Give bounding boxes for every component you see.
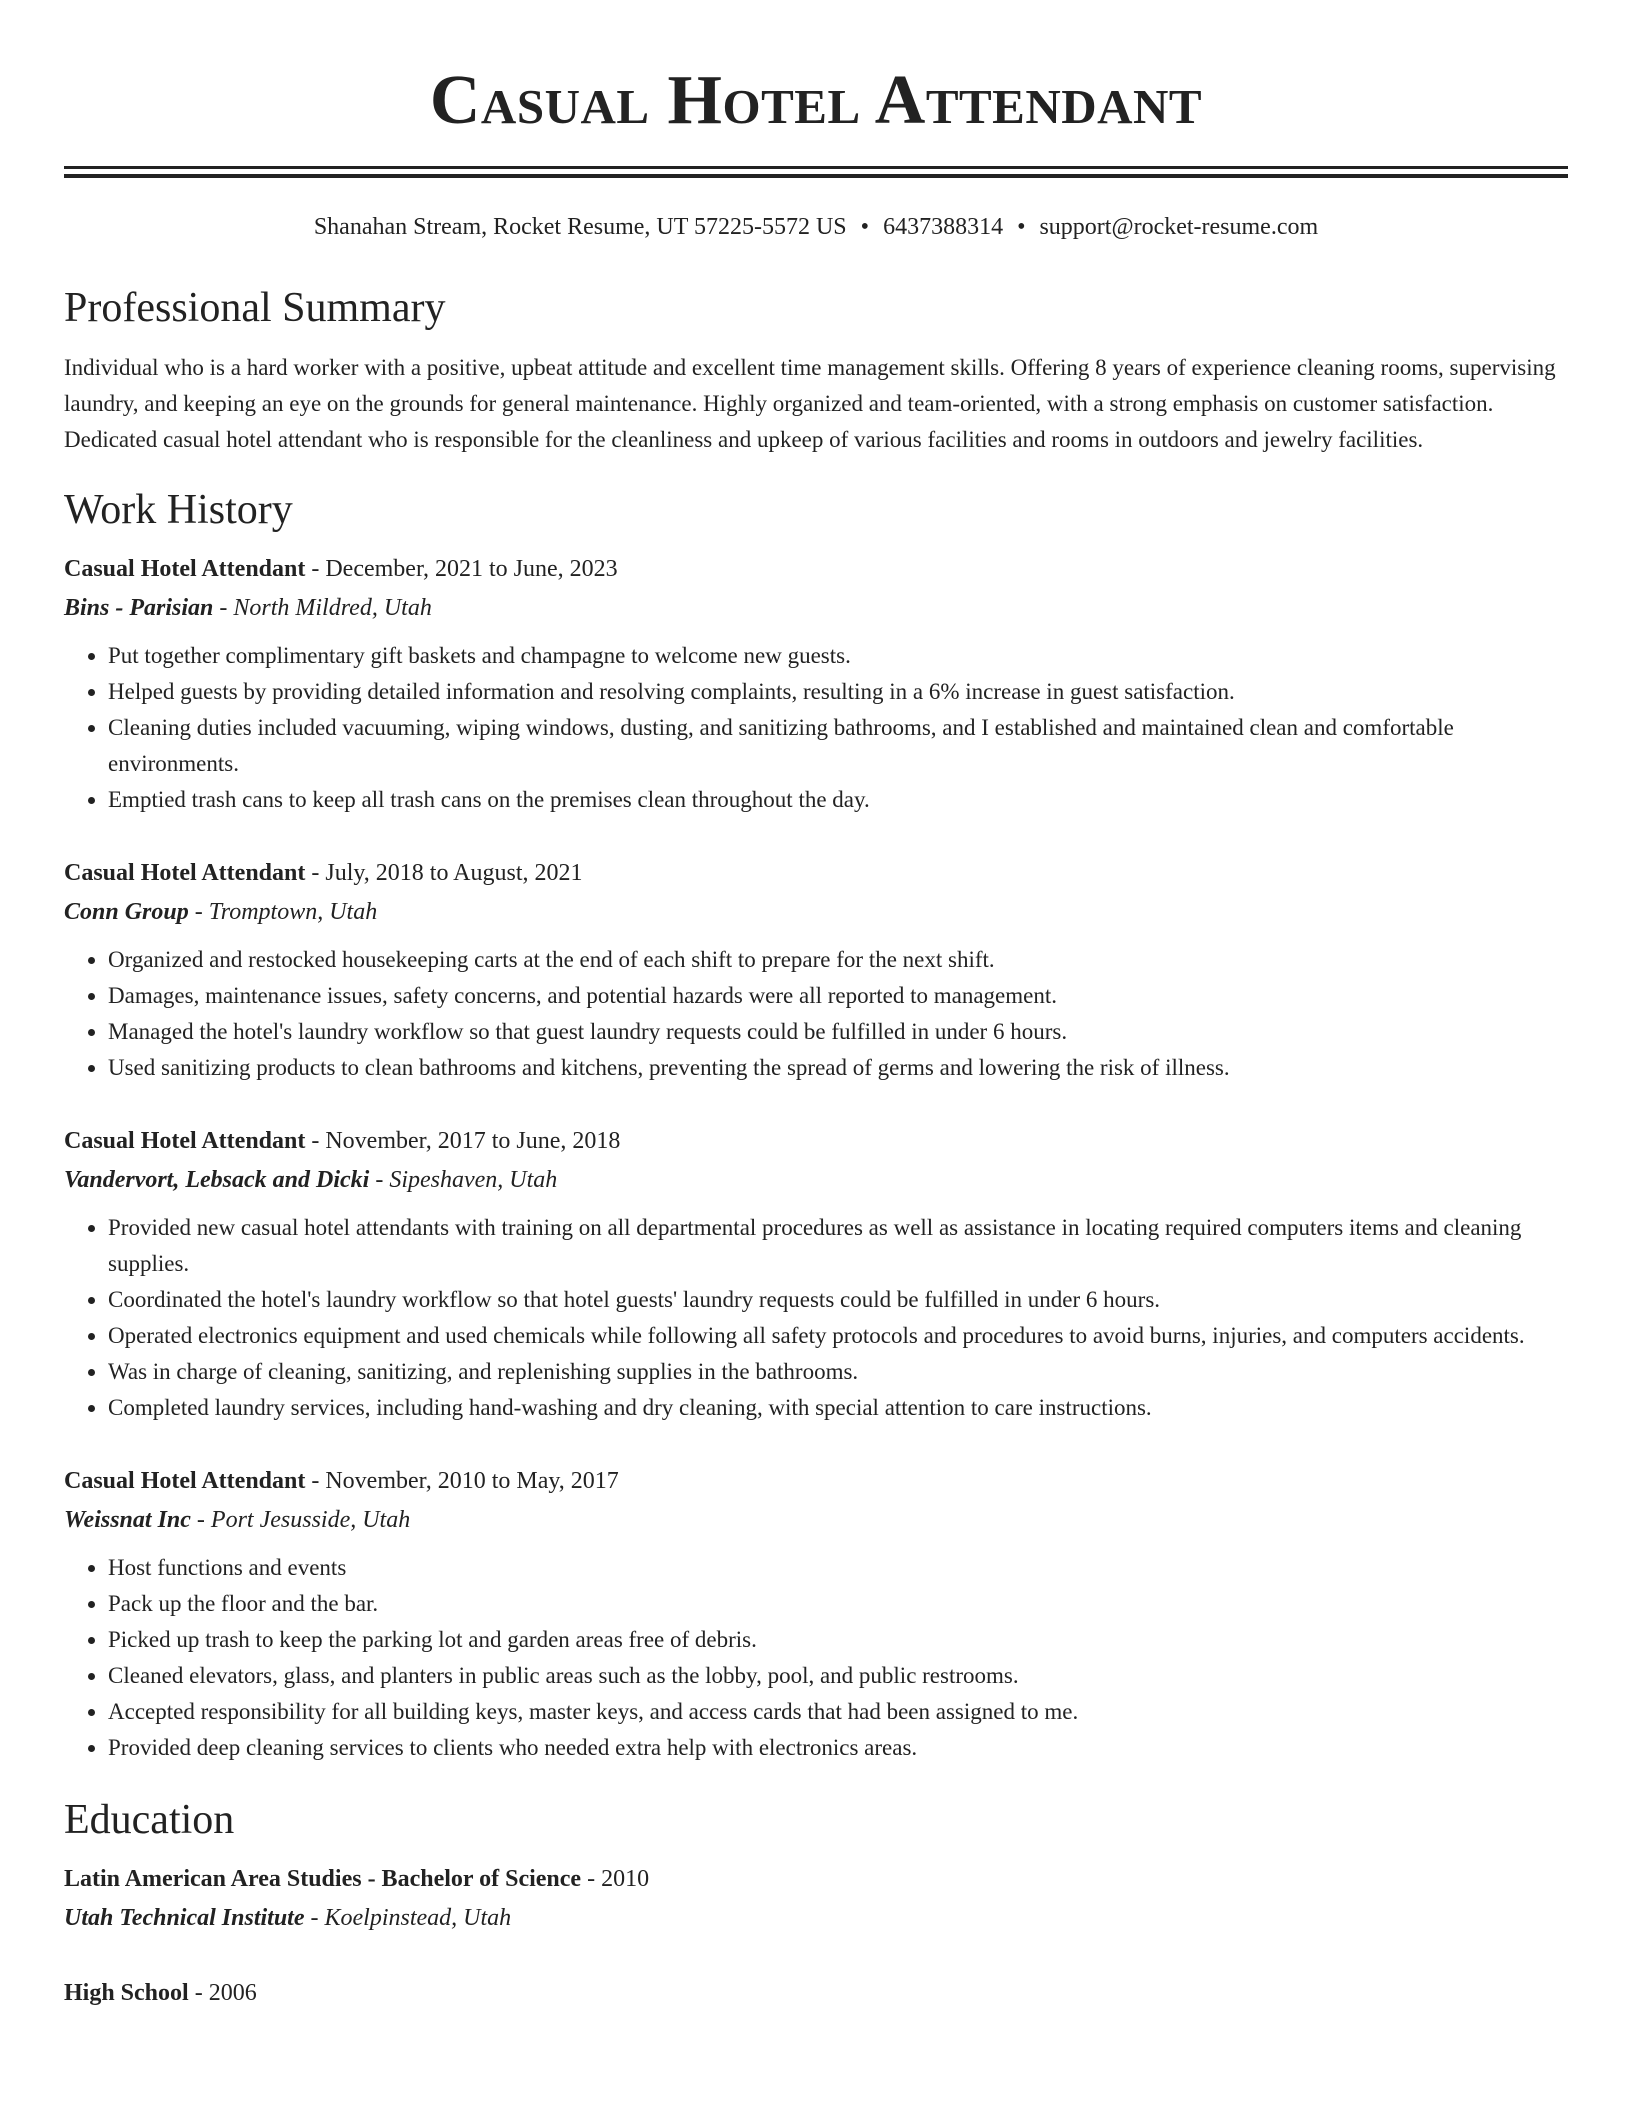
job-bullet: • Provided new casual hotel attendants with training on all departmental procedures as well as assistance in locating required computers items and cleaning supplies. [108,1210,1568,1282]
job-company: Conn Group [64,899,189,925]
job-title-line [64,1122,1568,1160]
job-dates: - July, 2018 to August, 2021 [305,860,583,886]
education-degree: Latin American Area Studies - Bachelor of Science [64,1866,582,1892]
education-year: - 2006 [188,1980,257,2006]
education-degree: High School [64,1980,189,2006]
job-bullet: • Managed the hotel's laundry workflow so that guest laundry requests could be fulfilled in under 6 hours. [108,1014,1568,1050]
job-bullet: • Completed laundry services, including hand-washing and dry cleaning, with special attention to care instructions. [108,1390,1568,1426]
job-entry [64,1462,1568,1766]
contact-line [64,212,1568,242]
job-location: - Sipeshaven, Utah [369,1167,558,1193]
education-degree-line [64,1860,1568,1898]
job-title-line [64,854,1568,892]
education-location: - Koelpinstead, Utah [304,1905,512,1931]
education-school: Utah Technical Institute [64,1905,305,1931]
title-divider-bottom [64,174,1568,178]
job-bullet: • Put together complimentary gift baskets and champagne to welcome new guests. [108,638,1568,674]
job-bullet: • Picked up trash to keep the parking lot and garden areas free of debris. [108,1622,1568,1658]
job-company-line [64,588,1568,628]
job-bullets [64,638,1568,818]
job-location: - North Mildred, Utah [213,595,432,621]
education-degree-line [64,1974,1568,2012]
job-company: Bins - Parisian [64,595,214,621]
job-bullet: • Damages, maintenance issues, safety concerns, and potential hazards were all reported to management. [108,978,1568,1014]
contact-phone: 6437388314 [883,214,1004,240]
summary-text: Individual who is a hard worker with a positive, upbeat attitude and excellent time management skills. Offering 8 years of experience cleaning rooms, supervising laundry, and keeping an eye on the grounds for general maintenance. Highly organized and team-oriented, with a strong emphasis on customer satisfaction. Dedicated casual hotel attendant who is responsible for the cleanliness and upkeep of various facilities and rooms in outdoors and jewelry facilities. [64,355,1556,452]
job-bullet: • Coordinated the hotel's laundry workflow so that hotel guests' laundry requests could be fulfilled in under 6 hours. [108,1282,1568,1318]
job-bullet: • Used sanitizing products to clean bathrooms and kitchens, preventing the spread of germs and lowering the risk of illness. [108,1050,1568,1086]
education-heading: Education [64,1797,235,1843]
title-divider-top [64,166,1568,169]
education-year: - 2010 [581,1866,650,1892]
resume-page [64,0,1568,2012]
job-bullets [64,942,1568,1086]
job-location: - Port Jesusside, Utah [190,1507,411,1533]
job-bullet: • Operated electronics equipment and used chemicals while following all safety protocols and procedures to avoid burns, injuries, and computers accidents. [108,1318,1568,1354]
job-dates: - November, 2010 to May, 2017 [305,1468,619,1494]
job-title: Casual Hotel Attendant [64,556,306,582]
education-school-line [64,1898,1568,1938]
job-title: Casual Hotel Attendant [64,1128,306,1154]
job-bullet: • Organized and restocked housekeeping carts at the end of each shift to prepare for the next shift. [108,942,1568,978]
job-company: Weissnat Inc [64,1507,191,1533]
resume-title: Casual Hotel Attendant [429,62,1203,139]
job-company: Vandervort, Lebsack and Dicki [64,1167,370,1193]
education-entry [64,1860,1568,1938]
contact-email[interactable]: support@rocket-resume.com [1039,214,1319,240]
job-bullet: • Pack up the floor and the bar. [108,1586,1568,1622]
education-entry [64,1974,1568,2012]
job-bullet: • Accepted responsibility for all building keys, master keys, and access cards that had been assigned to me. [108,1694,1568,1730]
contact-separator: • [860,214,870,240]
job-bullets [64,1210,1568,1426]
summary-heading: Professional Summary [64,285,446,331]
job-dates: - December, 2021 to June, 2023 [305,556,618,582]
job-company-line [64,1160,1568,1200]
contact-address: Shanahan Stream, Rocket Resume, UT 57225-5572 US [313,214,847,240]
job-entry [64,1122,1568,1426]
job-title: Casual Hotel Attendant [64,860,306,886]
job-bullet: • Emptied trash cans to keep all trash cans on the premises clean throughout the day. [108,782,1568,818]
job-title-line [64,1462,1568,1500]
job-bullet: • Cleaning duties included vacuuming, wiping windows, dusting, and sanitizing bathrooms, and I established and maintained clean and comfortable environments. [108,710,1568,782]
job-bullets [64,1550,1568,1766]
contact-separator: • [1017,214,1026,240]
job-title-line [64,550,1568,588]
job-company-line [64,1500,1568,1540]
work-history-heading: Work History [64,487,293,533]
job-bullet: • Provided deep cleaning services to clients who needed extra help with electronics areas. [108,1730,1568,1766]
job-entry [64,854,1568,1086]
job-entry [64,550,1568,818]
job-dates: - November, 2017 to June, 2018 [305,1128,621,1154]
job-title: Casual Hotel Attendant [64,1468,306,1494]
job-bullet: • Helped guests by providing detailed information and resolving complaints, resulting in a 6% increase in guest satisfaction. [108,674,1568,710]
job-bullet: • Host functions and events [108,1550,1568,1586]
job-location: - Tromptown, Utah [188,899,378,925]
job-bullet: • Was in charge of cleaning, sanitizing, and replenishing supplies in the bathrooms. [108,1354,1568,1390]
job-bullet: • Cleaned elevators, glass, and planters in public areas such as the lobby, pool, and public restrooms. [108,1658,1568,1694]
job-company-line [64,892,1568,932]
